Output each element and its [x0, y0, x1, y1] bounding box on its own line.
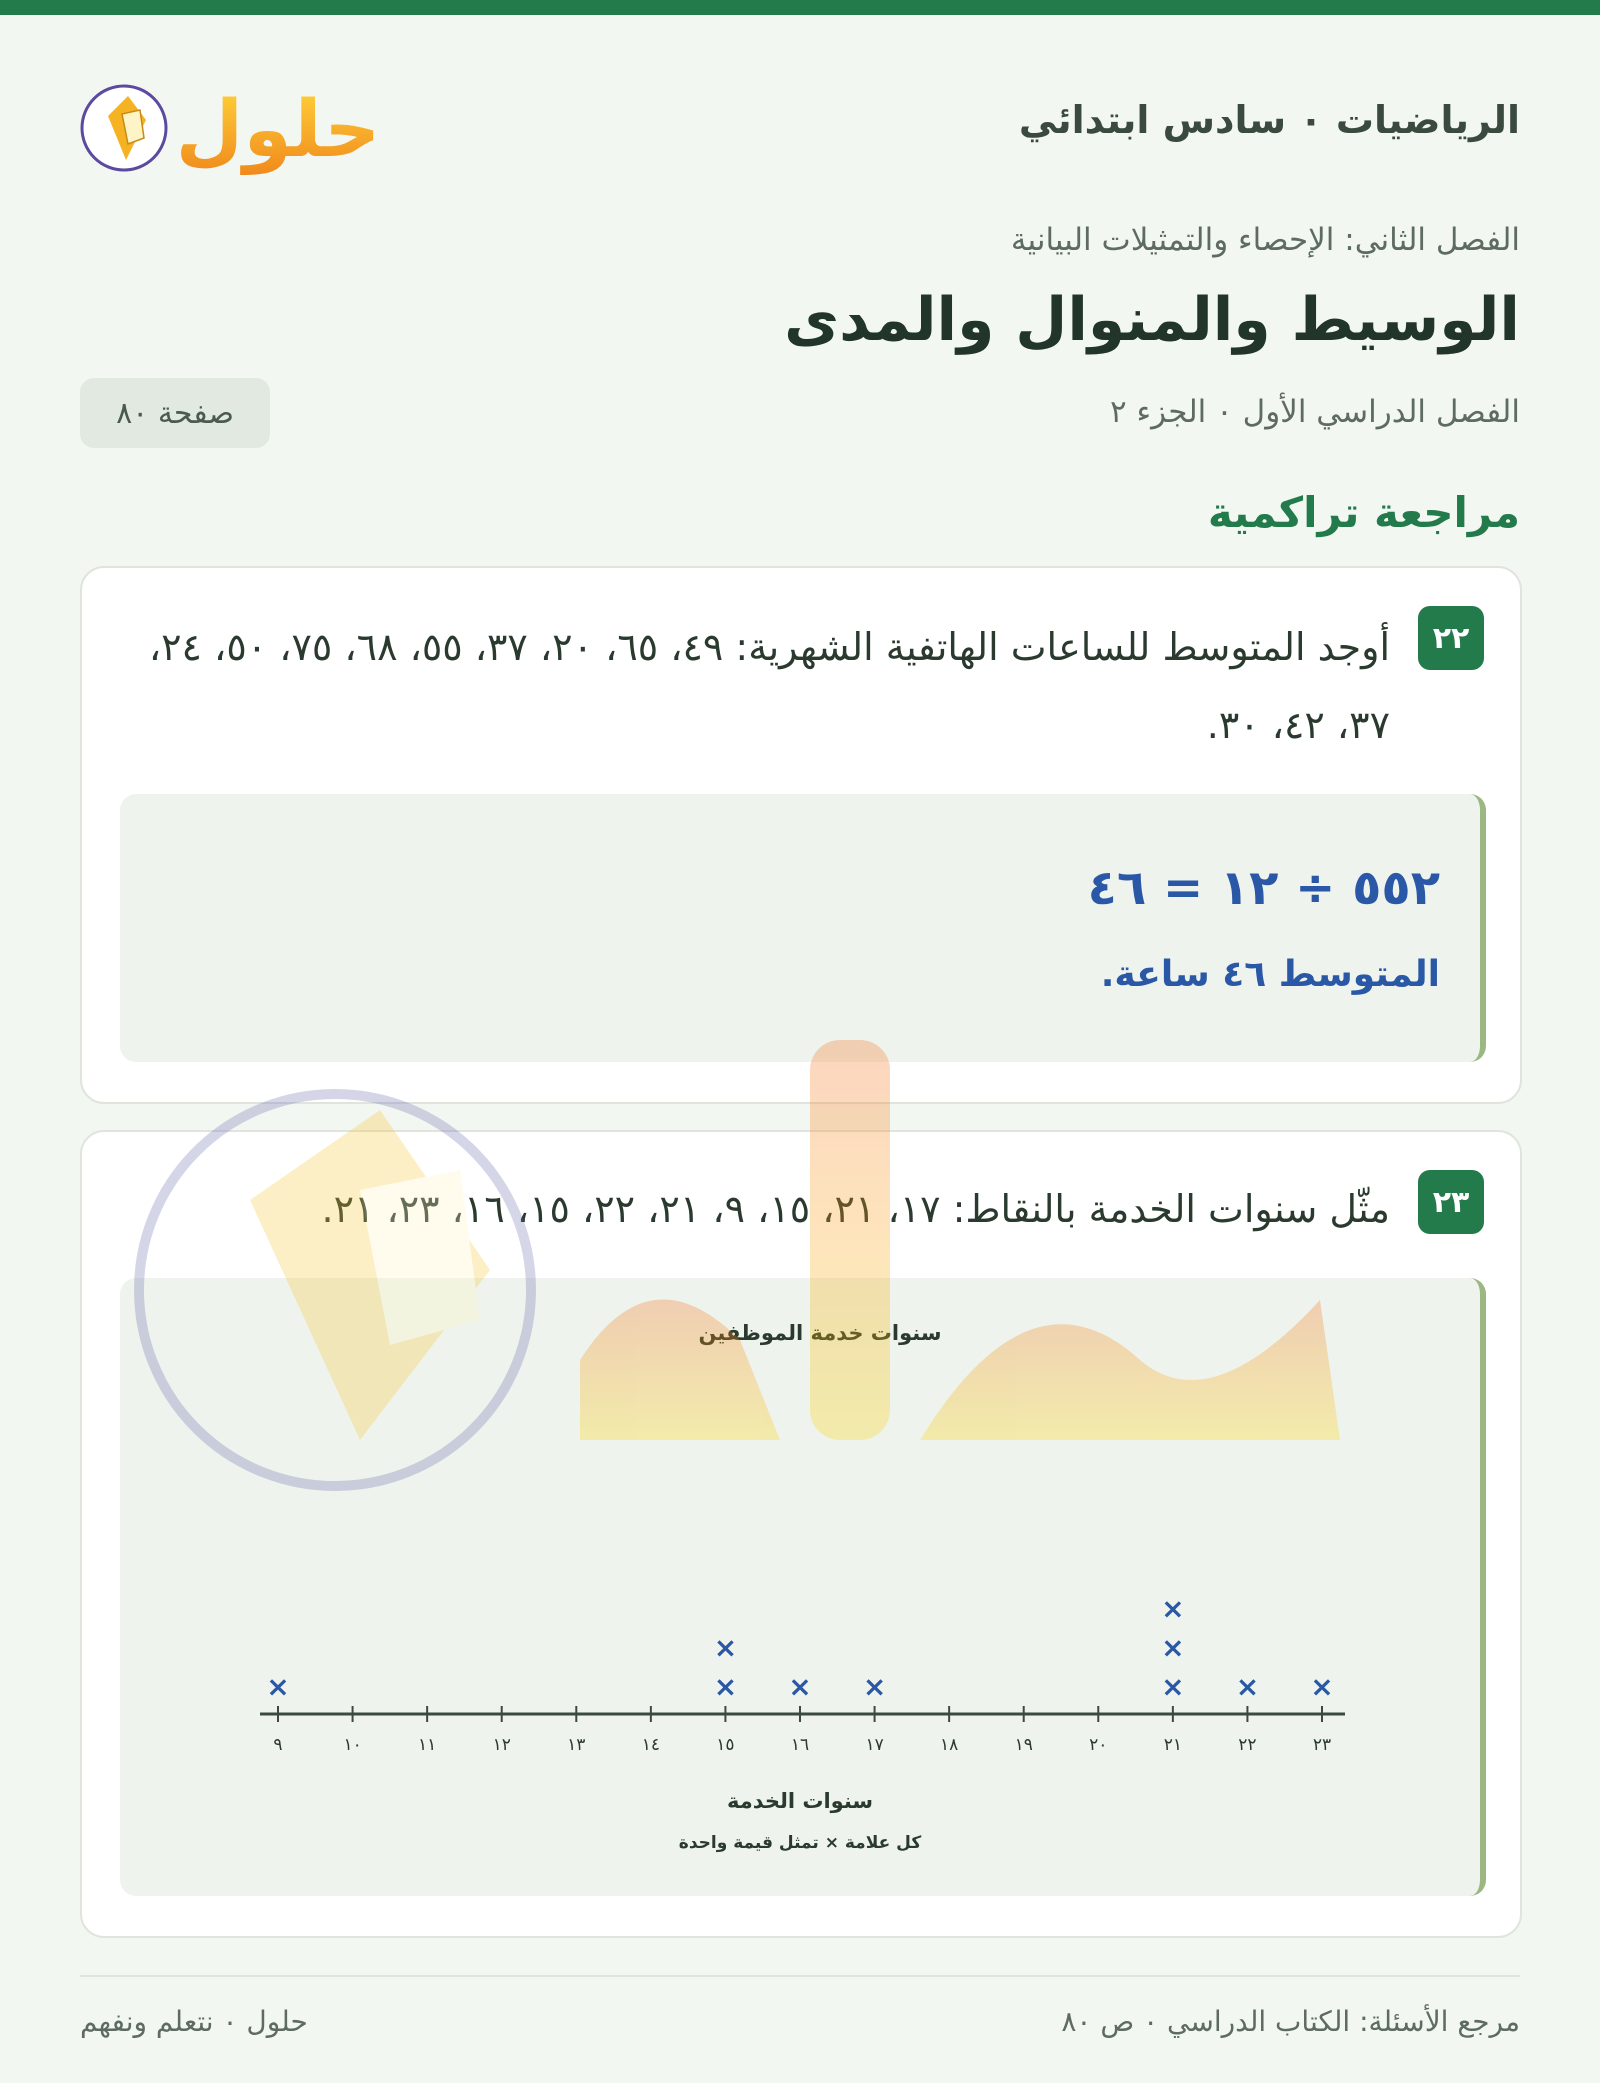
question-text: مثّل سنوات الخدمة بالنقاط: ١٧، ٢١، ١٥، ٩، ٢١، ٢٢، ١٥، ١٦، ٢٣، ٢١. [321, 1187, 1390, 1231]
x-mark: × [713, 1631, 738, 1664]
x-tick-label: ١٩ [1014, 1735, 1033, 1755]
footer-brand: حلول ۰ نتعلم ونفهم [80, 2005, 308, 2038]
x-tick-label: ٢٣ [1312, 1735, 1332, 1755]
lesson-title: الوسيط والمنوال والمدى [784, 285, 1520, 355]
x-mark: × [862, 1670, 887, 1703]
chart-note: كل علامة × تمثل قيمة واحدة [678, 1833, 922, 1853]
chart-title: سنوات خدمة الموظفين [698, 1321, 942, 1345]
x-mark: × [788, 1670, 812, 1703]
answer-box [120, 1278, 1486, 1896]
footer-divider [80, 1975, 1520, 1977]
x-mark: × [266, 1670, 290, 1703]
term-part: الفصل الدراسي الأول ۰ الجزء ٢ [1110, 394, 1520, 430]
x-mark: × [1310, 1670, 1334, 1703]
logo-text: حلول [175, 85, 381, 175]
x-tick-label: ١٦ [790, 1735, 810, 1755]
x-mark: × [1161, 1631, 1185, 1664]
answer-box [120, 794, 1486, 1062]
x-tick-label: ٢٠ [1089, 1735, 1108, 1755]
question-number: ٢٢ [1418, 606, 1484, 670]
x-tick-label: ١٨ [940, 1735, 959, 1755]
x-tick-label: ١٧ [865, 1735, 884, 1755]
x-mark: × [1235, 1670, 1260, 1703]
answer-equation: ٥٥٢ ÷ ١٢ = ٤٦ [1087, 860, 1440, 916]
x-mark: × [713, 1670, 738, 1703]
answer-text: المتوسط ٤٦ ساعة. [1100, 954, 1440, 995]
footer-reference: مرجع الأسئلة: الكتاب الدراسي ۰ ص ٨٠ [1061, 2005, 1520, 2038]
x-tick-label: ١٣ [567, 1735, 586, 1755]
x-tick-label: ١٠ [343, 1735, 362, 1755]
x-tick-label: ٢١ [1163, 1735, 1182, 1755]
chapter-name: الفصل الثاني: الإحصاء والتمثيلات البيانية [1010, 222, 1520, 258]
line-plot [120, 1278, 1480, 1896]
x-mark: × [1161, 1670, 1185, 1703]
x-tick-label: ١٢ [492, 1735, 511, 1755]
question-number: ٢٣ [1418, 1170, 1484, 1234]
page-number-badge: صفحة ٨٠ [80, 378, 270, 448]
section-title: مراجعة تراكمية [1207, 488, 1520, 537]
x-axis-label: سنوات الخدمة [726, 1789, 874, 1813]
top-accent-bar [0, 0, 1600, 15]
hulul-logo[interactable] [78, 68, 381, 178]
x-tick-label: ٩ [273, 1735, 283, 1755]
x-tick-label: ٢٢ [1238, 1735, 1257, 1755]
x-tick-label: ١٤ [641, 1735, 660, 1755]
x-tick-label: ١١ [418, 1735, 437, 1755]
x-mark: × [1161, 1592, 1185, 1625]
question-card-22 [80, 566, 1522, 1104]
question-card-23 [80, 1130, 1522, 1938]
x-tick-label: ١٥ [716, 1735, 735, 1755]
subject-grade: الرياضيات ۰ سادس ابتدائي [1018, 98, 1520, 142]
question-text: أوجد المتوسط للساعات الهاتفية الشهرية: ٤٩، ٦٥، ٢٠، ٣٧، ٥٥، ٦٨، ٧٥، ٥٠، ٢٤، ٣٧، ٤٢، ٣٠. [148, 625, 1390, 747]
